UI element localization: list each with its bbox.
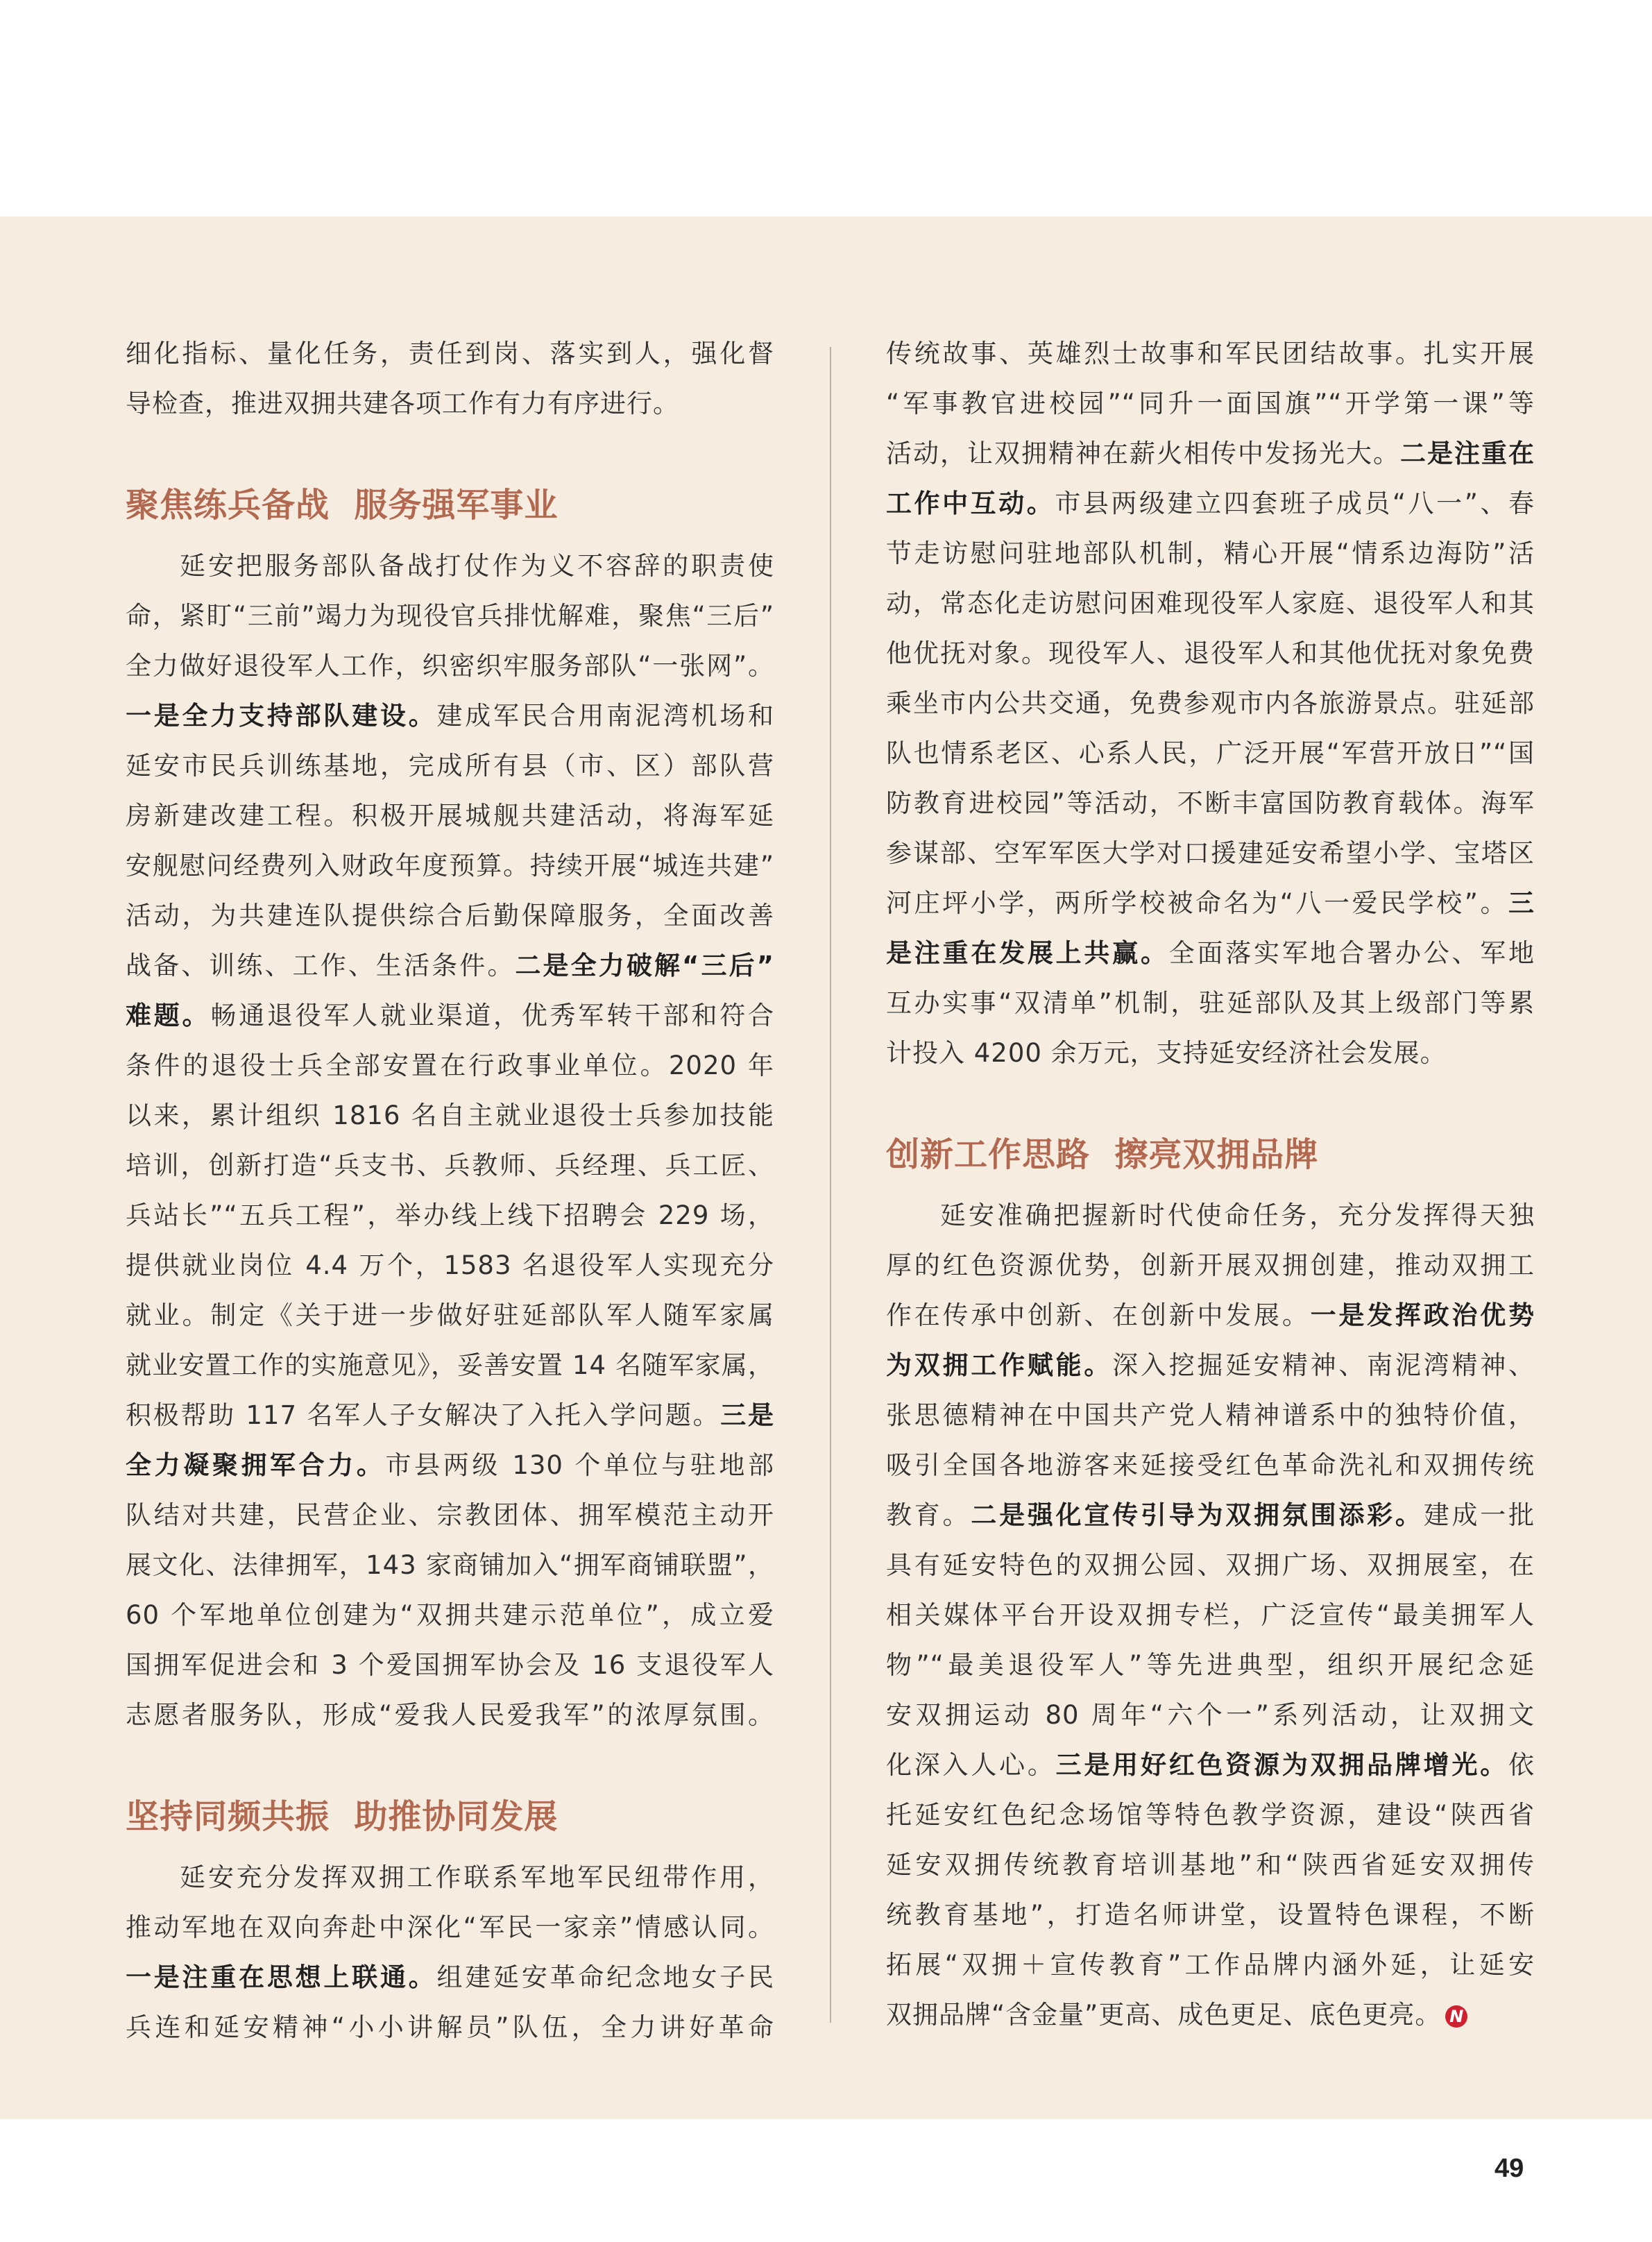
text-line	[886, 1291, 1535, 1341]
line-text: 全面落实军地合署办公、军地	[1168, 938, 1535, 968]
text-line	[126, 1540, 774, 1590]
line-text: 队也情系老区、心系人民，广泛开展“军营开放日”“国	[886, 738, 1535, 768]
bold-tail: 二是全力破解“三后”	[515, 951, 774, 980]
line-text: 相关媒体平台开设双拥专栏，广泛宣传“最美拥军人	[886, 1600, 1535, 1630]
line-text: 就业。制定《关于进一步做好驻延部队军人随军家属	[126, 1300, 774, 1330]
line-text: 兵站长”“五兵工程”，举办线上线下招聘会 229 场，	[126, 1200, 774, 1230]
text-line	[886, 829, 1535, 878]
text-line	[126, 1953, 774, 2003]
text-line	[886, 978, 1535, 1028]
text-line	[126, 1241, 774, 1291]
text-line	[126, 741, 774, 791]
text-line	[126, 329, 774, 379]
text-line	[126, 1191, 774, 1241]
line-text: 命，紧盯“三前”竭力为现役官兵排忧解难，聚焦“三后”	[126, 601, 774, 631]
line-text: 畅通退役军人就业渠道，优秀军转干部和符合	[210, 1001, 775, 1030]
line-text: 防教育进校园”等活动，不断丰富国防教育载体。海军	[886, 788, 1535, 818]
text-line	[126, 1853, 774, 1903]
text-line	[886, 878, 1535, 928]
text-line	[886, 629, 1535, 679]
bold-lead: 为双拥工作赋能。	[886, 1350, 1113, 1380]
line-text: 化深入人心。	[886, 1750, 1056, 1780]
text-line	[886, 429, 1535, 479]
text-line	[126, 379, 774, 429]
text-line	[886, 1940, 1535, 1990]
text-line	[886, 1640, 1535, 1690]
text-line	[886, 679, 1535, 729]
line-text: 延安把服务部队备战打仗作为义不容辞的职责使	[180, 551, 774, 581]
line-text: 推动军地在双向奔赴中深化“军民一家亲”情感认同。	[126, 1912, 774, 1942]
line-text: “军事教官进校园”“同升一面国旗”“开学第一课”等	[886, 389, 1535, 418]
line-text: 兵连和延安精神“小小讲解员”队伍，全力讲好革命	[126, 2012, 774, 2042]
bold-lead: 全力凝聚拥军合力。	[126, 1450, 386, 1480]
text-line	[126, 1491, 774, 1540]
text-line	[126, 1141, 774, 1191]
line-text: 房新建改建工程。积极开展城舰共建活动，将海军延	[126, 801, 774, 831]
line-text: 动，常态化走访慰问困难现役军人家庭、退役军人和其	[886, 588, 1535, 618]
text-line	[886, 1890, 1535, 1940]
line-text: 河庄坪小学，两所学校被命名为“八一爱民学校”。	[886, 888, 1508, 918]
line-text: 展文化、法律拥军，143 家商铺加入“拥军商铺联盟”，	[126, 1550, 774, 1580]
section-gap	[886, 1078, 1535, 1119]
text-line	[886, 729, 1535, 779]
section-heading: 聚焦练兵备战 服务强军事业	[126, 486, 559, 525]
text-line	[126, 2003, 774, 2053]
line-text: 市县两级 130 个单位与驻地部	[385, 1450, 774, 1480]
line-text: 厚的红色资源优势，创新开展双拥创建，推动双拥工	[886, 1250, 1535, 1280]
text-line	[886, 1028, 1535, 1078]
page-number: 49	[1495, 2154, 1524, 2183]
line-text: 建成军民合用南泥湾机场和	[436, 701, 774, 731]
section-heading: 坚持同频共振 助推协同发展	[126, 1797, 559, 1836]
text-line	[886, 1540, 1535, 1590]
text-line	[886, 1391, 1535, 1441]
line-tail: 依	[1508, 1750, 1535, 1780]
text-line	[886, 1790, 1535, 1840]
text-line	[886, 379, 1535, 429]
text-line	[126, 691, 774, 741]
text-line	[126, 1291, 774, 1341]
line-text: 传统故事、英雄烈士故事和军民团结故事。扎实开展	[886, 339, 1535, 368]
text-line	[126, 541, 774, 591]
text-line	[886, 1590, 1535, 1640]
text-line	[886, 1491, 1535, 1540]
bold-tail: 三是用好红色资源为双拥品牌增光。	[1055, 1750, 1509, 1780]
line-text: 拓展“双拥＋宣传教育”工作品牌内涵外延，让延安	[886, 1950, 1535, 1980]
bold-lead: 工作中互动。	[886, 489, 1055, 518]
bold-lead: 难题。	[126, 1001, 211, 1030]
section-gap	[126, 429, 774, 469]
bold-lead: 是注重在发展上共赢。	[886, 938, 1169, 968]
line-text: 全力做好退役军人工作，织密织牢服务部队“一张网”。	[126, 651, 774, 681]
end-mark-icon: N	[1445, 2005, 1467, 2028]
right-column	[886, 329, 1535, 2040]
line-text: 节走访慰问驻地部队机制，精心开展“情系边海防”活	[886, 538, 1535, 568]
bold-lead: 一是注重在思想上联通。	[126, 1962, 437, 1992]
line-text: 作在传承中创新、在创新中发展。	[886, 1300, 1311, 1330]
text-line	[126, 1041, 774, 1091]
text-line	[126, 1391, 774, 1441]
line-text: 国拥军促进会和 3 个爱国拥军协会及 16 支退役军人	[126, 1650, 774, 1680]
text-line	[126, 1091, 774, 1141]
line-tail: 建成一批	[1423, 1500, 1535, 1530]
text-line	[126, 991, 774, 1041]
bold-tail: 二是注重在	[1400, 439, 1535, 468]
text-line	[886, 1690, 1535, 1740]
line-text: 市县两级建立四套班子成员“八一”、春	[1055, 489, 1535, 518]
line-text: 导检查，推进双拥共建各项工作有力有序进行。	[126, 389, 679, 418]
line-text: 条件的退役士兵全部安置在行政事业单位。2020 年	[126, 1051, 774, 1080]
line-text: 具有延安特色的双拥公园、双拥广场、双拥展室，在	[886, 1550, 1535, 1580]
bold-lead: 一是全力支持部队建设。	[126, 701, 437, 731]
line-text: 活动，让双拥精神在薪火相传中发扬光大。	[886, 439, 1400, 468]
line-text: 就业安置工作的实施意见》，妥善安置 14 名随军家属，	[126, 1350, 774, 1380]
text-line	[886, 579, 1535, 629]
line-text: 参谋部、空军军医大学对口援建延安希望小学、宝塔区	[886, 838, 1535, 868]
text-line	[126, 1640, 774, 1690]
line-text: 细化指标、量化任务，责任到岗、落实到人，强化督	[126, 339, 774, 368]
line-text: 吸引全国各地游客来延接受红色革命洗礼和双拥传统	[886, 1450, 1535, 1480]
text-line	[126, 1690, 774, 1740]
bold-tail: 三是	[720, 1400, 775, 1430]
text-line	[886, 479, 1535, 529]
text-line	[126, 941, 774, 991]
text-line	[126, 1441, 774, 1491]
line-text: 队结对共建，民营企业、宗教团体、拥军模范主动开	[126, 1500, 774, 1530]
bold-tail: 二是强化宣传引导为双拥氛围添彩。	[971, 1500, 1424, 1530]
line-text: 物”“最美退役军人”等先进典型，组织开展纪念延	[886, 1650, 1535, 1680]
line-text: 互办实事“双清单”机制，驻延部队及其上级部门等累	[886, 988, 1535, 1018]
line-text: 张思德精神在中国共产党人精神谱系中的独特价值，	[886, 1400, 1535, 1430]
line-text: 他优抚对象。现役军人、退役军人和其他优抚对象免费	[886, 638, 1535, 668]
text-line	[886, 1341, 1535, 1391]
line-text: 延安充分发挥双拥工作联系军地军民纽带作用，	[180, 1862, 774, 1892]
line-text: 志愿者服务队，形成“爱我人民爱我军”的浓厚氛围。	[126, 1700, 774, 1730]
left-column	[126, 329, 774, 2053]
text-line	[886, 1441, 1535, 1491]
line-text: 教育。	[886, 1500, 971, 1530]
line-text: 60 个军地单位创建为“双拥共建示范单位”，成立爱	[126, 1600, 774, 1630]
text-line	[886, 529, 1535, 579]
line-text: 安舰慰问经费列入财政年度预算。持续开展“城连共建”	[126, 851, 774, 881]
text-line	[126, 641, 774, 691]
line-text: 延安双拥传统教育培训基地”和“陕西省延安双拥传	[886, 1850, 1535, 1880]
text-line	[126, 1341, 774, 1391]
line-text: 组建延安革命纪念地女子民	[436, 1962, 774, 1992]
line-text: 积极帮助 117 名军人子女解决了入托入学问题。	[126, 1400, 721, 1430]
line-text: 培训，创新打造“兵支书、兵教师、兵经理、兵工匠、	[126, 1150, 774, 1180]
line-text: 以来，累计组织 1816 名自主就业退役士兵参加技能	[126, 1101, 774, 1130]
bold-tail: 一是发挥政治优势	[1310, 1300, 1535, 1330]
text-line	[126, 791, 774, 841]
text-line	[886, 1241, 1535, 1291]
line-text: 乘坐市内公共交通，免费参观市内各旅游景点。驻延部	[886, 688, 1535, 718]
text-line	[126, 891, 774, 941]
text-line	[886, 1191, 1535, 1241]
text-line	[886, 779, 1535, 829]
line-text: 提供就业岗位 4.4 万个，1583 名退役军人实现充分	[126, 1250, 774, 1280]
column-divider	[830, 347, 831, 2023]
text-line	[126, 1590, 774, 1640]
text-line	[886, 1990, 1535, 2040]
text-line	[126, 1903, 774, 1953]
line-text: 活动，为共建连队提供综合后勤保障服务，全面改善	[126, 901, 774, 931]
text-line	[886, 1840, 1535, 1890]
line-text: 计投入 4200 余万元，支持延安经济社会发展。	[886, 1038, 1447, 1068]
section-heading: 创新工作思路 擦亮双拥品牌	[886, 1135, 1319, 1174]
line-text: 延安准确把握新时代使命任务，充分发挥得天独	[940, 1200, 1535, 1230]
line-text: 延安市民兵训练基地，完成所有县（市、区）部队营	[126, 751, 774, 781]
text-line	[886, 329, 1535, 379]
text-line	[126, 591, 774, 641]
line-text: 深入挖掘延安精神、南泥湾精神、	[1112, 1350, 1535, 1380]
line-text: 安双拥运动 80 周年“六个一”系列活动，让双拥文	[886, 1700, 1535, 1730]
text-line	[886, 928, 1535, 978]
line-text: 战备、训练、工作、生活条件。	[126, 951, 516, 980]
bold-tail: 三	[1508, 888, 1535, 918]
section-gap	[126, 1740, 774, 1781]
line-text: 托延安红色纪念场馆等特色教学资源，建设“陕西省	[886, 1800, 1535, 1830]
text-line	[886, 1740, 1535, 1790]
text-line	[126, 841, 774, 891]
line-text: 统教育基地”，打造名师讲堂，设置特色课程，不断	[886, 1900, 1535, 1930]
line-text: 双拥品牌“含金量”更高、成色更足、底色更亮。	[886, 2000, 1442, 2030]
